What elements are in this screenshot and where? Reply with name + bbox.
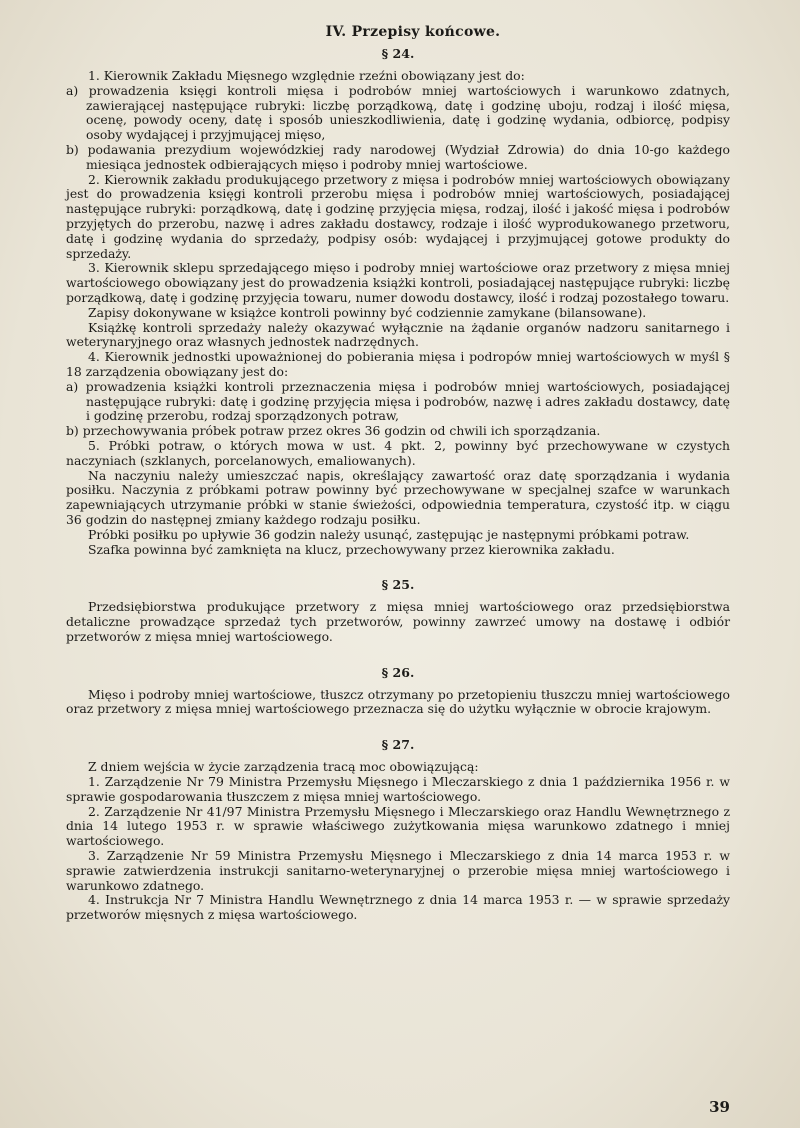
section-25-title: § 25.: [381, 577, 415, 593]
s24-paragraph-3c: Książkę kontroli sprzedaży należy okazywać wyłącznie na żądanie organów nadzoru sanitarnego i weterynaryjnego oraz własnych jednostek nadrzędnych.: [66, 319, 730, 350]
s24-paragraph-5c: Próbki posiłku po upływie 36 godzin należy usunąć, zastępując je następnymi próbkami potraw.: [88, 526, 690, 542]
s24-paragraph-3b: Zapisy dokonywane w książce kontroli powinny być codziennie zamykane (bilansowane).: [88, 304, 647, 320]
s24-paragraph-5: 5. Próbki potraw, o których mowa w ust. 4 pkt. 2, powinny być przechowywane w czystych naczyniach (szklanych, porcelanowych, emaliowanych).: [66, 437, 730, 468]
s26-paragraph-1: Mięso i podroby mniej wartościowe, tłuszcz otrzymany po przetopieniu tłuszczu mniej wartościowego oraz przetwory z mięsa mniej wartościowego przeznacza się do użytku wyłącznie w obrocie krajowym.: [66, 686, 730, 717]
s24-item-4a: a) prowadzenia książki kontroli przeznaczenia mięsa i podrobów mniej wartościowych, posiadającej następujące rubryki: datę i godzinę przyjęcia mięsa i podrobów, nazwę i adres zakładu dostawcy, datę i godzinę przerobu, rodzaj sporządzonych potraw,: [66, 378, 730, 424]
s24-item-4b: b) przechowywania próbek potraw przez okres 36 godzin od chwili ich sporządzania.: [66, 423, 601, 439]
s24-paragraph-4: 4. Kierownik jednostki upoważnionej do pobierania mięsa i podropów mniej wartościowych w myśl § 18 zarządzenia obowiązany jest do:: [66, 349, 730, 379]
s25-paragraph-1: Przedsiębiorstwa produkujące przetwory z mięsa mniej wartościowego oraz przedsiębiorstwa detaliczne prowadzące sprzedaż tych przetworów, powinny zawrzeć umowy na dostawę i odbiór przetworów z mięsa mniej wartościowego.: [66, 599, 730, 644]
s24-paragraph-5d: Szafka powinna być zamknięta na klucz, przechowywany przez kierownika zakładu.: [88, 541, 615, 557]
s24-paragraph-2: 2. Kierownik zakładu produkującego przetwory z mięsa i podrobów mniej wartościowych obowiązany jest do prowadzenia księgi kontroli przerobu mięsa i podrobów mniej wartościowych, posiadającej następujące rubryki: porządkową, datę i godzinę przyjęcia mięsa, rodzaj, ilość i jakość mięsa i podrobów przyjętych do przerobu, nazwę i adres zakładu dostawcy, rodzaje i ilość wyprodukowanego przetworu, datę i godzinę wydania do sprzedaży, podpisy osób: wydającej i przyjmującej gotowe produkty do sprzedaży.: [66, 171, 730, 261]
chapter-heading: IV. Przepisy końcowe.: [325, 24, 501, 40]
s24-paragraph-5b: Na naczyniu należy umieszczać napis, określający zawartość oraz datę sporządzania i wydania posiłku. Naczynia z próbkami potraw powinny być przechowywane w specjalnej szafce w warunkach zapewniających utrzymanie próbki w stanie świeżości, odpowiednia temperatura, czystość itp. w ciągu 36 godzin do następnej zmiany każdego rodzaju posiłku.: [66, 467, 730, 527]
section-27-title: § 27.: [381, 737, 415, 753]
s24-paragraph-3: 3. Kierownik sklepu sprzedającego mięso i podroby mniej wartościowe oraz przetwory z mięsa mniej wartościowego obowiązany jest do prowadzenia książki kontroli, posiadającej następujące rubryki: liczbę porządkową, datę i godzinę przyjęcia towaru, numer dowodu dostawcy, ilość i rodzaj pozostałego towaru.: [66, 260, 730, 305]
s27-paragraph-0: Z dniem wejścia w życie zarządzenia tracą moc obowiązującą:: [88, 759, 479, 775]
section-24-title: § 24.: [381, 46, 415, 61]
s27-paragraph-1: 1. Zarządzenie Nr 79 Ministra Przemysłu Mięsnego i Mleczarskiego z dnia 1 października 1956 r. w sprawie gospodarowania tłuszczem z mięsa mniej wartościowego.: [66, 774, 730, 804]
s27-paragraph-4: 4. Instrukcja Nr 7 Ministra Handlu Wewnętrznego z dnia 14 marca 1953 r. — w sprawie sprzedaży przetworów mięsnych z mięsa wartościowego.: [66, 892, 730, 923]
s24-item-1b: b) podawania prezydium wojewódzkiej rady narodowej (Wydział Zdrowia) do dnia 10-go każdego miesiąca jednostek odbierających mięso i podroby mniej wartościowe.: [66, 141, 730, 172]
s27-paragraph-2: 2. Zarządzenie Nr 41/97 Ministra Przemysłu Mięsnego i Mleczarskiego oraz Handlu Wewnętrznego z dnia 14 lutego 1953 r. w sprawie właściwego zużytkowania mięsa warunkowo zdatnego i mniej wartościowego.: [66, 803, 730, 849]
s24-paragraph-1: 1. Kierownik Zakładu Mięsnego względnie rzeźni obowiązany jest do:: [88, 68, 525, 83]
s27-paragraph-3: 3. Zarządzenie Nr 59 Ministra Przemysłu Mięsnego i Mleczarskiego z dnia 14 marca 1953 r. w sprawie zatwierdzenia instrukcji sanitarno-weterynaryjnej o przerobie mięsa mniej wartościowego i warunkowo zdatnego.: [66, 848, 730, 893]
s24-item-1a: a) prowadzenia księgi kontroli mięsa i podrobów mniej wartościowych i warunkowo zdatnych, zawierającej następujące rubryki: liczbę porządkową, datę i godzinę uboju, rodzaj i ilość mięsa, ocenę, powody oceny, datę i sposób unieszkodliwienia, datę i godzinę wydania, odbiorcę, podpisy osoby wydającej i przyjmującej mięso,: [66, 82, 730, 143]
section-26-title: § 26.: [381, 664, 415, 680]
page-number: 39: [709, 1098, 730, 1116]
